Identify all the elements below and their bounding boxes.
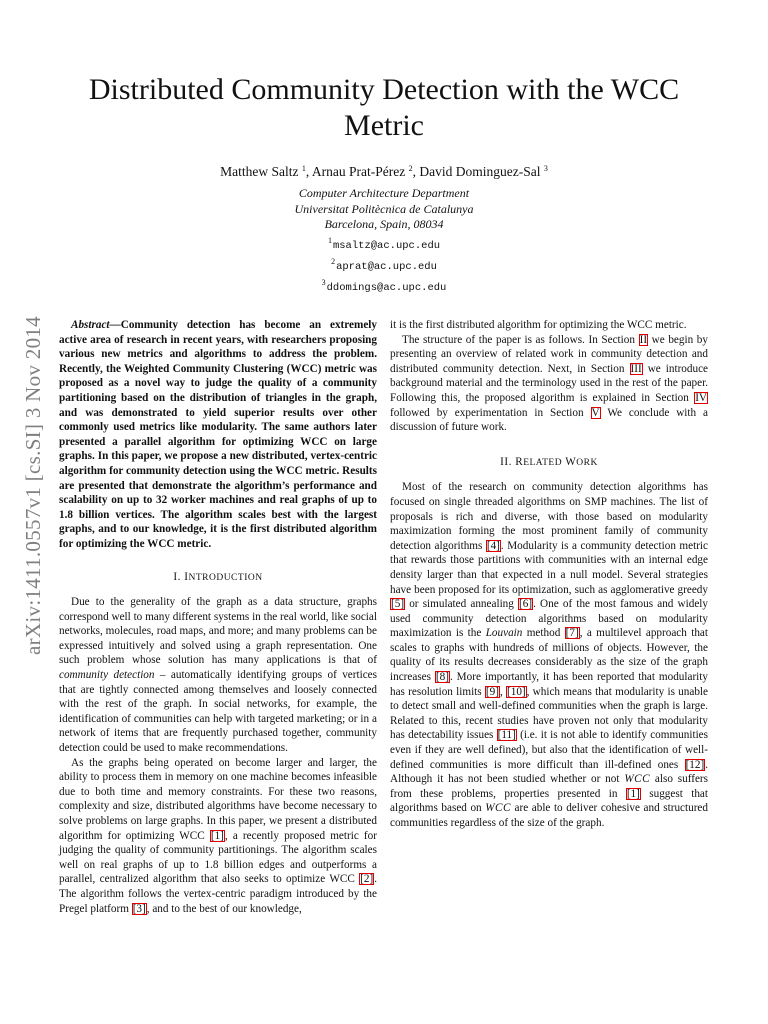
abstract (59, 318, 377, 552)
right-column (390, 318, 708, 831)
citation-link[interactable]: [2] (360, 873, 374, 886)
author-name: David Dominguez-Sal (419, 164, 541, 179)
section-link[interactable]: V (591, 406, 600, 419)
section-heading-related-work: II. RELATED WORK (500, 455, 598, 468)
related-work-paragraph: Most of the research on community detection algorithms has focused on single threaded algorithms on SMP machines. The list of proposals is rich and diverse, with those based on modularity maximization forming the most prominent family of community detection algorithms [4]. Modularity is a community detection metric that rewards those partitions with communities with an internal edge density larger than that expected in a null model. Several strategies have been proposed for its optimization, such as agglomerative greedy [5] or simulated annealing [6]. One of the most famous and widely used community detection algorithms based on modularity maximization is the Louvain method [7], a multilevel approach that scales to graphs with hundreds of millions of objects. However, the quality of its results decreases considerably as the size of the graph increases [8]. More importantly, it has been reported that modularity has resolution limits [9], [10], which means that modularity is unable to detect small and well-defined communities when the graph is large. Related to this, recent studies have proven not only that modularity has detectability issues [11] (i.e. it is not able to identify communities even if they are well defined), but also that the identification of well-defined communities is more difficult than ill-defined ones [12]. Although it has not been studied whether or not WCC also suffers from these problems, properties presented in [1] suggest that algorithms based on WCC are able to deliver cohesive and structured communities regardless of the size of the graph. (390, 481, 709, 829)
citation-link[interactable]: [6] (519, 598, 533, 611)
left-column (59, 318, 377, 916)
citation-link[interactable]: [10] (507, 685, 526, 698)
wcc-math-symbol: WCC (485, 802, 511, 815)
citation-link[interactable]: [12] (685, 758, 705, 771)
author-list: Matthew Saltz $^1$, Arnau Prat-Pérez $^2$, David Dominguez-Sal $^3$ (220, 164, 548, 179)
abstract-text: —Community detection has become an extremely active area of research in recent years, with researchers proposing various new metrics and algorithms to address the problem. Recently, the Weighted Community Clustering (WCC) metric was proposed as a novel way to judge the quality of a community partitioning based on the distribution of triangles in the graph, and was demonstrated to yield superior results over other commonly used metrics like modularity. The same authors later presented a parallel algorithm for optimizing WCC on large graphs. In this paper, we propose a new distributed, vertex-centric algorithm for community detection using the WCC metric. Results are presented that demonstrate the algorithm’s performance and scalability on up to 32 worker machines and real graphs of up to 1.8 billion vertices. The algorithm scales best with the largest graphs, and to our knowledge, it is the first distributed algorithm for optimizing the WCC metric. (59, 319, 377, 550)
section-heading-introduction: I. INTRODUCTION (173, 570, 263, 583)
citation-link[interactable]: [4] (486, 539, 500, 552)
section-link[interactable]: III (630, 362, 642, 375)
email-address[interactable]: msaltz@ac.upc.edu (332, 240, 441, 252)
section-link[interactable]: IV (695, 391, 707, 404)
email-line: $^2$aprat@ac.upc.edu (331, 257, 437, 273)
author-affil-mark: 1 (301, 164, 306, 173)
email-address[interactable]: ddomings@ac.upc.edu (326, 282, 447, 294)
affiliation-line: Computer Architecture Department (298, 186, 470, 200)
wcc-math-symbol: WCC (624, 773, 651, 786)
email-line: $^3$ddomings@ac.upc.edu (321, 278, 447, 294)
email-list (60, 233, 708, 296)
citation-link[interactable]: [1] (210, 829, 224, 842)
intro-paragraph-2-continued: it is the first distributed algorithm for optimizing the WCC metric. (390, 319, 687, 331)
citation-link[interactable]: [8] (435, 671, 449, 684)
arxiv-id: arXiv:1411.0557v1 [cs.SI] 3 Nov 2014 (20, 315, 45, 655)
citation-link[interactable]: [11] (497, 729, 516, 742)
affiliation (60, 186, 708, 233)
author-name: Matthew Saltz (220, 164, 299, 179)
citation-link[interactable]: [1] (626, 787, 640, 800)
citation-link[interactable]: [9] (485, 685, 499, 698)
paper-title: Distributed Community Detection with the WCC Metric (88, 73, 680, 142)
abstract-label: Abstract (71, 319, 110, 331)
email-address[interactable]: aprat@ac.upc.edu (336, 261, 437, 273)
intro-paragraph-2: As the graphs being operated on become larger and larger, the ability to process them in memory on one machine becomes infeasible due to both time and memory constraints. For these two reasons, complexity and size, distributed algorithms have become necessary to solve problems on large graphs. In this paper, we present a distributed algorithm for optimizing WCC [1], a recently proposed metric for judging the quality of community partitionings. The algorithm scales well on real graphs of up to 1.8 billion edges and outperforms a parallel, centralized algorithm that also seeks to optimize WCC [2]. The algorithm follows the vertex-centric paradigm introduced by the Pregel platform [3], and to the best of our knowledge, (59, 756, 377, 915)
affiliation-line: Barcelona, Spain, 08034 (324, 217, 444, 231)
intro-paragraph-1: Due to the generality of the graph as a data structure, graphs correspond well to many different systems in the real world, like social networks, molecules, road maps, and more; and many problems can be expressed intuitively and solved using a graph representation. One such problem whose solution has many applications is that of community detection – automatically identifying groups of vertices that are tightly connected among themselves and loosely connected with the rest of the graph. In social networks, for example, the identification of communities can help with targeted marketing; or in a network of items that are frequently purchased together, community detection could be used to make recommendations. (59, 596, 378, 755)
section-link[interactable]: II (639, 333, 648, 346)
author-name: Arnau Prat-Pérez (311, 164, 406, 179)
author-affil-mark: 2 (408, 164, 413, 173)
arxiv-identifier-stamp (5, 290, 61, 680)
author-affil-mark: 3 (543, 164, 548, 173)
citation-link[interactable]: [5] (391, 598, 405, 611)
affiliation-line: Universitat Politècnica de Catalunya (294, 201, 474, 216)
email-line: $^1$msaltz@ac.upc.edu (327, 236, 441, 252)
citation-link[interactable]: [7] (565, 627, 579, 640)
intro-paragraph-3: The structure of the paper is as follows. In Section II we begin by presenting an overview of related work in community detection and distributed community detection. Next, in Section III we introduce background material and the terminology used in the rest of the paper. Following this, the proposed algorithm is explained in Section IV followed by experimentation in Section V We conclude with a discussion of future work. (390, 333, 709, 434)
citation-link[interactable]: [3] (132, 902, 146, 915)
